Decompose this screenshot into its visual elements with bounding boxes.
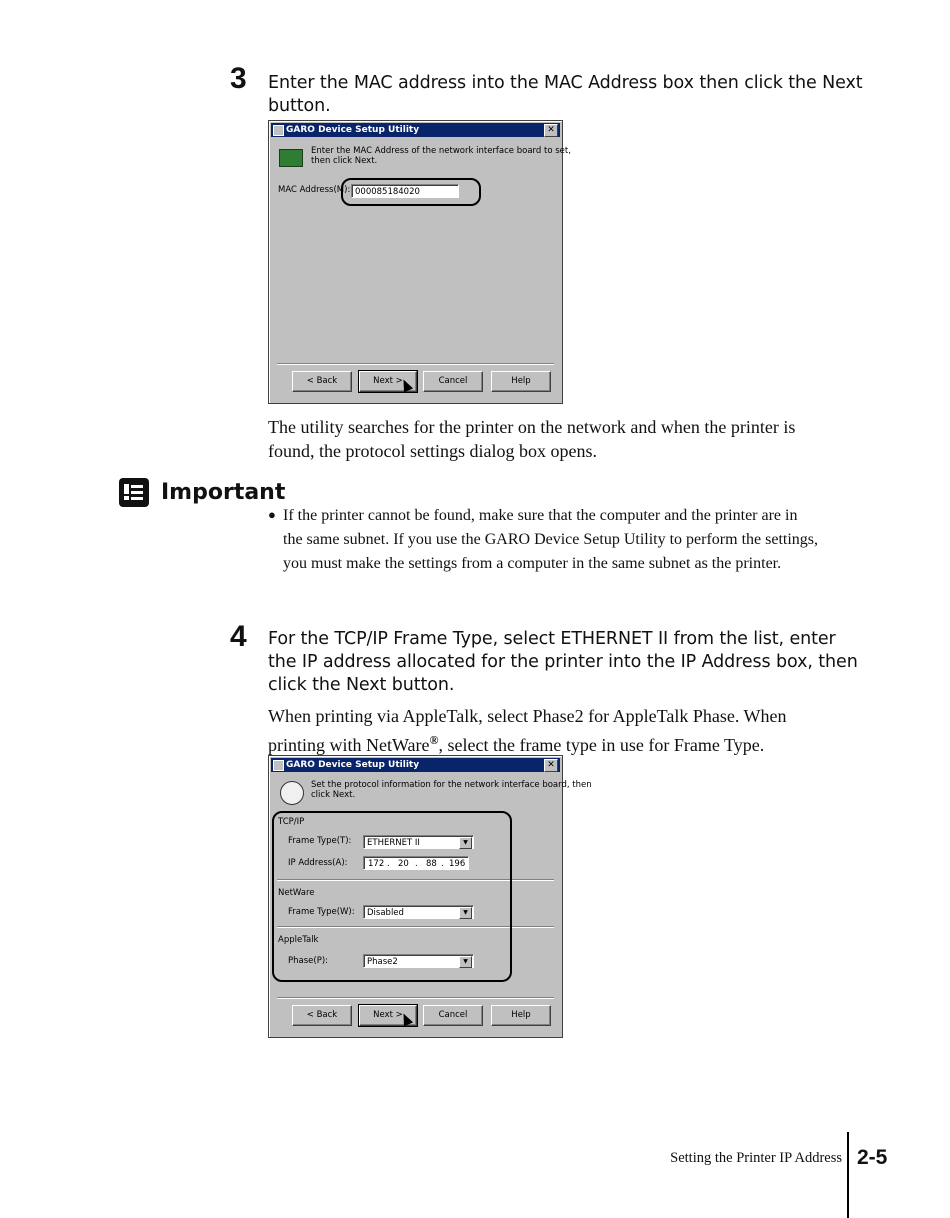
note-line-2 — [268, 728, 868, 757]
ip-octet-2[interactable]: 20 — [398, 859, 409, 869]
divider — [277, 363, 554, 365]
result-line-1: The utility searches for the printer on the network and when the printer is — [268, 417, 796, 437]
step-4-note — [268, 704, 868, 757]
step-3-line-1: Enter the MAC address into the MAC Address box then click the Next — [268, 73, 863, 93]
protocol-settings-dialog — [268, 755, 592, 1038]
note-line-1: When printing via AppleTalk, select Phase2 for AppleTalk Phase. When — [268, 706, 787, 726]
mac-address-label: MAC Address(M): — [278, 185, 351, 195]
ip-octet-3[interactable]: 88 — [426, 859, 437, 869]
next-button[interactable]: Next > — [359, 371, 417, 392]
footer-section-title: Setting the Printer IP Address — [670, 1150, 842, 1166]
close-icon[interactable]: ✕ — [544, 759, 558, 772]
dialog-instruction — [311, 780, 592, 800]
network-board-icon — [279, 149, 303, 167]
note-line-2-start: printing with NetWare — [268, 735, 430, 755]
important-text — [283, 504, 863, 576]
mac-address-dialog — [268, 120, 571, 404]
app-icon — [273, 760, 284, 771]
dialog-titlebar — [271, 758, 560, 772]
ip-dot: . — [387, 859, 390, 869]
chevron-down-icon[interactable]: ▼ — [459, 907, 472, 919]
important-line-1: If the printer cannot be found, make sure that the computer and the printer are in — [283, 507, 798, 524]
ip-dot: . — [441, 859, 444, 869]
bullet-icon: ● — [268, 507, 276, 522]
ip-octet-1[interactable]: 172 — [368, 859, 385, 869]
important-heading: Important — [161, 480, 286, 505]
instruction-line-2: click Next. — [311, 790, 356, 800]
ip-octet-4[interactable]: 196 — [449, 859, 466, 869]
ip-address-label: IP Address(A): — [288, 858, 348, 868]
next-button[interactable]: Next > — [359, 1005, 417, 1026]
step-3-line-2: button. — [268, 96, 331, 116]
chevron-down-icon[interactable]: ▼ — [459, 837, 472, 849]
dialog-instruction — [311, 146, 571, 166]
tcpip-group-label: TCP/IP — [278, 817, 305, 827]
instruction-line-1: Enter the MAC Address of the network interface board to set, — [311, 146, 571, 156]
step-3-instruction — [268, 72, 868, 118]
instruction-line-1: Set the protocol information for the network interface board, then — [311, 780, 592, 790]
back-button[interactable]: < Back — [292, 371, 352, 392]
back-button[interactable]: < Back — [292, 1005, 352, 1026]
help-button[interactable]: Help — [491, 371, 551, 392]
cancel-button[interactable]: Cancel — [423, 1005, 483, 1026]
instruction-line-2: then click Next. — [311, 156, 378, 166]
step-4-instruction — [268, 628, 868, 697]
appletalk-phase-value: Phase2 — [367, 957, 398, 967]
step-3-number: 3 — [230, 62, 247, 95]
chevron-down-icon[interactable]: ▼ — [459, 956, 472, 968]
protocol-info-icon — [280, 781, 304, 805]
tcpip-frame-type-label: Frame Type(T): — [288, 836, 352, 846]
step-4-line-2: the IP address allocated for the printer into the IP Address box, then — [268, 652, 858, 672]
footer-divider — [847, 1132, 849, 1218]
highlight-callout — [341, 178, 481, 206]
step-4-line-1: For the TCP/IP Frame Type, select ETHERNET II from the list, enter — [268, 629, 836, 649]
cancel-button[interactable]: Cancel — [423, 371, 483, 392]
page-number: 2-5 — [857, 1146, 888, 1169]
appletalk-group-label: AppleTalk — [278, 935, 319, 945]
netware-frame-type-label: Frame Type(W): — [288, 907, 355, 917]
appletalk-phase-label: Phase(P): — [288, 956, 329, 966]
divider — [277, 997, 554, 999]
netware-frame-type-value: Disabled — [367, 908, 404, 918]
mac-address-input[interactable]: 000085184020 — [351, 184, 459, 198]
tcpip-frame-type-value: ETHERNET II — [367, 838, 420, 848]
note-line-2-end: , select the frame type in use for Frame Type. — [438, 735, 765, 755]
help-button[interactable]: Help — [491, 1005, 551, 1026]
step-3-result — [268, 415, 868, 463]
dialog-titlebar — [271, 123, 560, 137]
important-line-2: the same subnet. If you use the GARO Device Setup Utility to perform the settings, — [283, 531, 819, 548]
important-line-3: you must make the settings from a computer in the same subnet as the printer. — [283, 555, 782, 572]
close-icon[interactable]: ✕ — [544, 124, 558, 137]
app-icon — [273, 125, 284, 136]
registered-mark: ® — [429, 733, 439, 747]
important-icon — [119, 478, 149, 507]
ip-dot: . — [415, 859, 418, 869]
netware-group-label: NetWare — [278, 888, 315, 898]
dialog-title: GARO Device Setup Utility — [286, 760, 420, 770]
result-line-2: found, the protocol settings dialog box opens. — [268, 441, 597, 461]
highlight-callout — [272, 811, 512, 982]
step-4-line-3: click the Next button. — [268, 675, 455, 695]
step-4-number: 4 — [230, 620, 247, 653]
dialog-title: GARO Device Setup Utility — [286, 125, 420, 135]
